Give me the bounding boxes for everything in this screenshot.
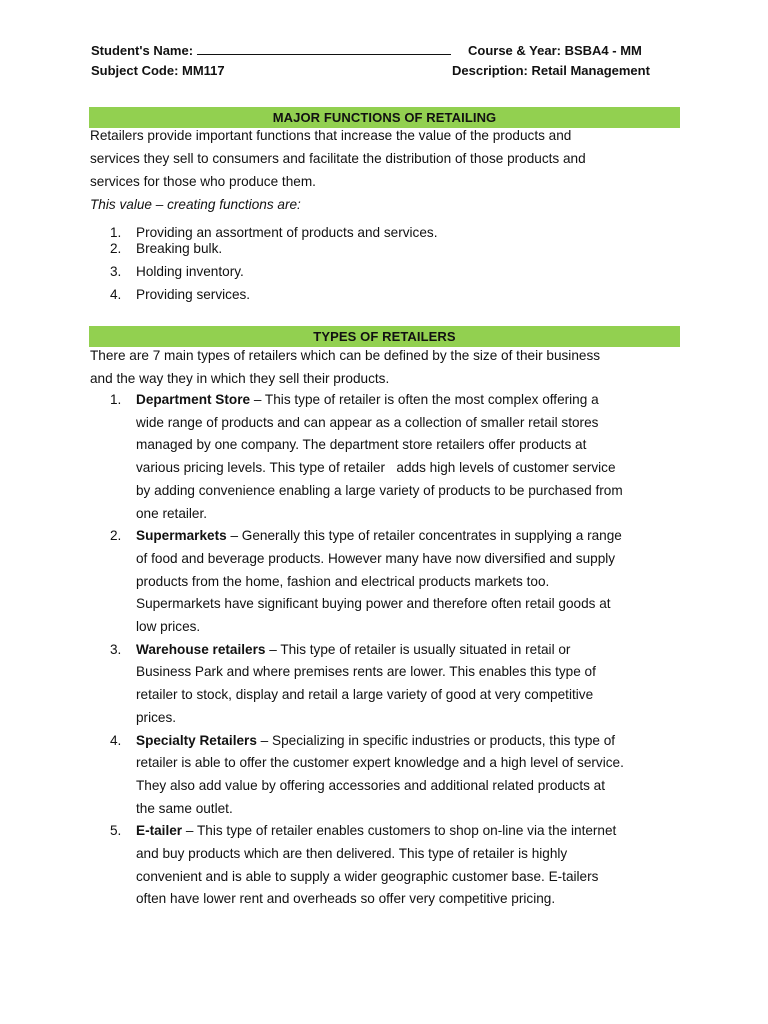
list-number: 3.	[110, 641, 122, 657]
retailer-type-line: often have lower rent and overheads so offer very competitive pricing.	[136, 891, 556, 907]
list-text: Holding inventory.	[136, 264, 244, 279]
section-heading-functions: MAJOR FUNCTIONS OF RETAILING	[89, 107, 680, 128]
list-text: Providing services.	[136, 287, 251, 302]
list-item	[110, 287, 690, 303]
retailer-type-line: one retailer.	[136, 505, 208, 521]
course-year-label: Course & Year: BSBA4 - MM	[468, 43, 642, 58]
list-number: 1.	[110, 392, 122, 407]
retailer-type-line: managed by one company. The department store retailers offer products at	[136, 437, 587, 453]
retailer-type-term: Department Store	[136, 392, 251, 407]
retailer-type-term: Warehouse retailers	[136, 641, 266, 657]
list-text: Providing an assortment of products and services.	[136, 225, 438, 240]
intro-line: services they sell to consumers and facilitate the distribution of those products and	[90, 151, 586, 166]
retailer-type-line: retailer to stock, display and retail a large variety of good at very competitive	[136, 687, 594, 703]
list-number: 2.	[110, 241, 122, 256]
student-name-field	[91, 42, 451, 60]
types-intro	[90, 344, 690, 390]
retailer-type-line: products from the home, fashion and electrical products markets too.	[136, 573, 550, 589]
retailer-type-line: various pricing levels. This type of retailer adds high levels of customer service	[136, 460, 616, 476]
retailer-type-line: wide range of products and can appear as a collection of smaller retail stores	[136, 414, 599, 430]
list-number: 3.	[110, 264, 122, 279]
retailer-type-text: – This type of retailer enables customers to shop on-line via the internet	[182, 823, 617, 839]
retailer-type-line: prices.	[136, 709, 177, 725]
list-item	[110, 225, 690, 241]
retailer-type-line: Supermarkets have significant buying power and therefore often retail goods at	[136, 596, 611, 612]
retailer-type-term: Supermarkets	[136, 528, 227, 544]
retailer-type-term: Specialty Retailers	[136, 732, 257, 748]
retailer-type-line	[136, 389, 690, 412]
retailer-type-item	[110, 639, 690, 730]
list-item	[110, 241, 690, 257]
retailer-type-line: retailer is able to offer the customer expert knowledge and a high level of service.	[136, 755, 624, 771]
retailer-type-line: and buy products which are then delivered. This type of retailer is highly	[136, 846, 568, 862]
list-number: 5.	[110, 823, 122, 839]
retailer-type-item	[110, 730, 690, 821]
retailer-types-list	[110, 389, 690, 911]
list-number: 2.	[110, 528, 122, 544]
intro-line: services for those who produce them.	[90, 174, 316, 189]
section-heading-types: TYPES OF RETAILERS	[89, 326, 680, 347]
list-number: 1.	[110, 225, 122, 240]
functions-subheading: This value – creating functions are:	[90, 197, 301, 212]
header-row-2	[91, 62, 681, 80]
retailer-type-line: the same outlet.	[136, 800, 233, 816]
list-number: 4.	[110, 732, 122, 748]
retailer-type-item	[110, 389, 690, 525]
student-name-blank	[197, 42, 451, 55]
retailer-type-line: by adding convenience enabling a large variety of products to be purchased from	[136, 482, 623, 498]
subject-code-label: Subject Code: MM117	[91, 63, 225, 78]
retailer-type-line	[136, 525, 690, 548]
retailer-type-line	[136, 730, 690, 753]
header-row-1	[91, 42, 681, 60]
retailer-type-line	[136, 639, 690, 662]
list-number: 4.	[110, 287, 122, 302]
intro-line: There are 7 main types of retailers which can be defined by the size of their business	[90, 348, 601, 363]
retailer-type-line: They also add value by offering accessories and additional related products at	[136, 777, 606, 793]
list-text: Breaking bulk.	[136, 241, 223, 256]
retailer-type-text: – This type of retailer is usually situated in retail or	[265, 641, 571, 657]
intro-line: and the way they in which they sell their products.	[90, 371, 390, 386]
retailer-type-line: low prices.	[136, 619, 201, 635]
functions-list	[110, 225, 690, 303]
retailer-type-line	[136, 820, 690, 843]
retailer-type-term: E-tailer	[136, 823, 183, 839]
retailer-type-item	[110, 820, 690, 911]
retailer-type-text: – Generally this type of retailer concentrates in supplying a range	[226, 528, 622, 544]
retailer-type-text: – Specializing in specific industries or products, this type of	[256, 732, 616, 748]
list-item	[110, 264, 690, 280]
intro-line: Retailers provide important functions that increase the value of the products and	[90, 128, 572, 143]
retailer-type-line: convenient and is able to supply a wider geographic customer base. E-tailers	[136, 868, 599, 884]
retailer-type-line: of food and beverage products. However many have now diversified and supply	[136, 550, 616, 566]
description-label: Description: Retail Management	[452, 63, 650, 78]
functions-intro	[90, 124, 690, 216]
retailer-type-item	[110, 525, 690, 639]
retailer-type-text: – This type of retailer is often the most complex offering a	[250, 392, 599, 407]
retailer-type-line: Business Park and where premises rents are lower. This enables this type of	[136, 664, 596, 680]
student-name-label: Student's Name:	[91, 43, 194, 58]
